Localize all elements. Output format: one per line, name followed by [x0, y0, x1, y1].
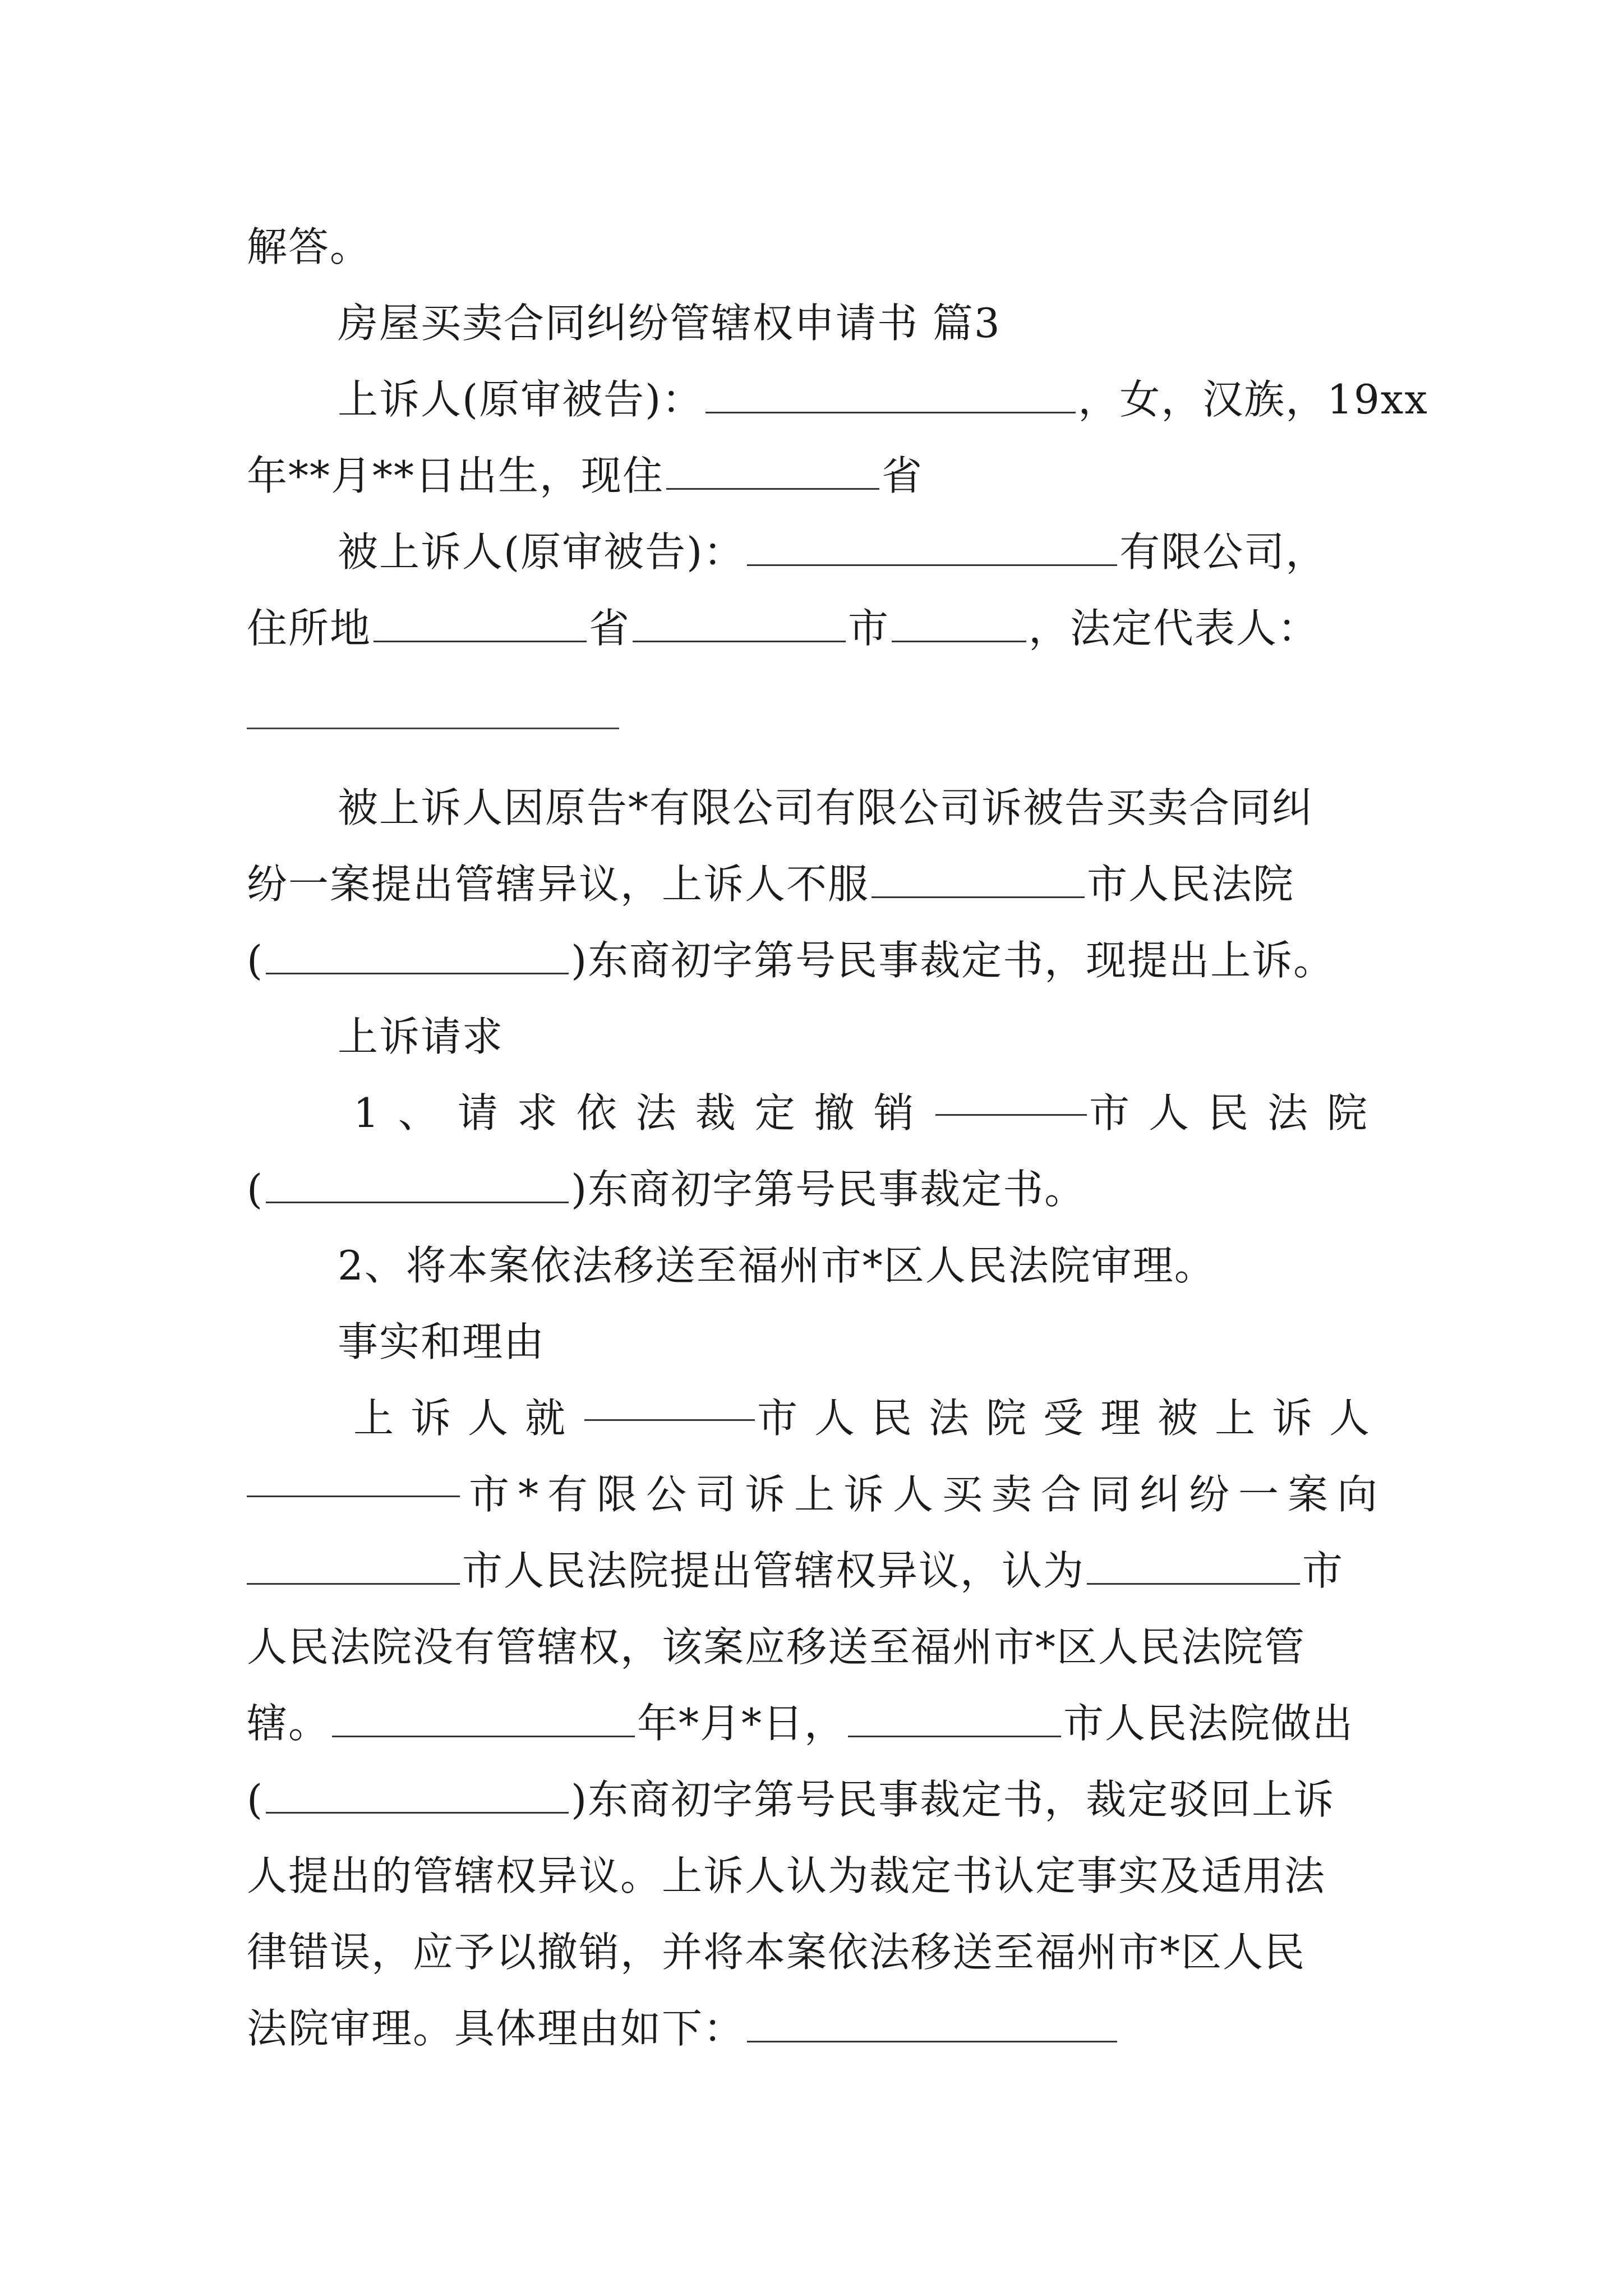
text: 被上诉人(原审被告)：	[338, 528, 745, 576]
text: 年**月**日出生，现住	[247, 452, 665, 499]
text: 市人民法院	[1089, 1089, 1386, 1137]
text: 市人民法院	[1087, 861, 1295, 908]
text-line	[247, 1609, 1306, 1685]
subheading-facts-reasons	[338, 1304, 545, 1380]
text: 市人民法院做出	[1063, 1700, 1354, 1747]
text: 2、将本案依法移送至福州市*区人民法院审理。	[338, 1242, 1216, 1289]
blank-field	[247, 1456, 460, 1497]
text-line	[247, 1914, 1306, 1990]
text-line	[338, 1227, 1216, 1304]
text-line	[247, 1151, 1086, 1227]
blank-field	[247, 1544, 460, 1585]
text: 纷一案提出管辖异议，上诉人不服	[247, 861, 870, 908]
text: 上诉请求	[338, 1013, 504, 1060]
text-line	[247, 1990, 1119, 2067]
blank-field	[666, 449, 879, 490]
text-line	[353, 1380, 1386, 1456]
section-heading	[338, 285, 1001, 361]
text: ，女，汉族，19xx	[1078, 376, 1429, 423]
blank-field	[872, 857, 1085, 898]
text: (	[247, 937, 264, 984]
text: 住所地	[247, 605, 372, 652]
text: 上诉人(原审被告)：	[338, 376, 704, 423]
text: 有限公司，	[1119, 528, 1327, 576]
blank-field	[1087, 1544, 1300, 1585]
blank-field	[935, 1075, 1087, 1116]
text-line	[247, 846, 1294, 922]
blank-field	[892, 601, 1026, 642]
text: 律错误，应予以撤销，并将本案依法移送至福州市*区人民	[247, 1929, 1306, 1976]
text: )东商初字第号民事裁定书。	[571, 1166, 1086, 1213]
blank-field	[747, 2001, 1117, 2042]
text: 解答。	[247, 223, 372, 270]
text: 人民法院没有管辖权，该案应移送至福州市*区人民法院管	[247, 1623, 1306, 1671]
blank-field	[747, 525, 1117, 566]
text-line	[247, 438, 923, 514]
text: 辖。	[247, 1700, 330, 1747]
blank-field	[706, 372, 1076, 413]
blank-field	[266, 1773, 569, 1814]
appellant-line	[338, 361, 1428, 438]
text: 法院审理。具体理由如下：	[247, 2005, 745, 2052]
text-line	[247, 1838, 1326, 1914]
text-line	[353, 1075, 1386, 1151]
text: 省	[882, 452, 924, 499]
blank-field	[332, 1696, 635, 1737]
appellee-line	[338, 514, 1327, 590]
text: 年*月*日，	[637, 1700, 846, 1747]
text: 市人民法院提出管辖权异议，认为	[462, 1547, 1085, 1594]
text: 上诉人就	[353, 1395, 583, 1442]
text: (	[247, 1166, 264, 1213]
blank-field	[633, 601, 846, 642]
text-line	[247, 209, 371, 285]
text-line	[247, 1761, 1335, 1838]
blank-field	[584, 1380, 755, 1421]
text: 省	[589, 605, 631, 652]
blank-field	[266, 1162, 569, 1203]
text-line	[247, 1533, 1344, 1609]
text: 市	[1302, 1547, 1344, 1594]
text: 1、请求依法裁定撤销	[353, 1089, 933, 1137]
text-line	[247, 1685, 1354, 1761]
blank-rule	[247, 728, 619, 729]
text-line	[247, 590, 1319, 666]
text: ，法定代表人：	[1029, 605, 1320, 652]
text-line	[338, 770, 1313, 846]
text: 事实和理由	[338, 1318, 546, 1365]
text: )东商初字第号民事裁定书，裁定驳回上诉	[571, 1776, 1335, 1823]
blank-field	[266, 933, 569, 974]
subheading-appeal-requests	[338, 999, 504, 1075]
text: 市人民法院受理被上诉人	[757, 1395, 1386, 1442]
text: (	[247, 1776, 264, 1823]
text: )东商初字第号民事裁定书，现提出上诉。	[571, 937, 1335, 984]
text: 市*有限公司诉上诉人买卖合同纠纷一案向	[468, 1471, 1386, 1518]
text-line	[247, 922, 1335, 999]
blank-field	[848, 1696, 1061, 1737]
text: 人提出的管辖权异议。上诉人认为裁定书认定事实及适用法	[247, 1852, 1326, 1899]
text: 市	[848, 605, 890, 652]
heading-text: 房屋买卖合同纠纷管辖权申请书 篇3	[338, 300, 1001, 347]
blank-field	[374, 601, 587, 642]
text-line	[247, 1456, 1386, 1533]
text: 被上诉人因原告*有限公司有限公司诉被告买卖合同纠	[338, 784, 1314, 831]
